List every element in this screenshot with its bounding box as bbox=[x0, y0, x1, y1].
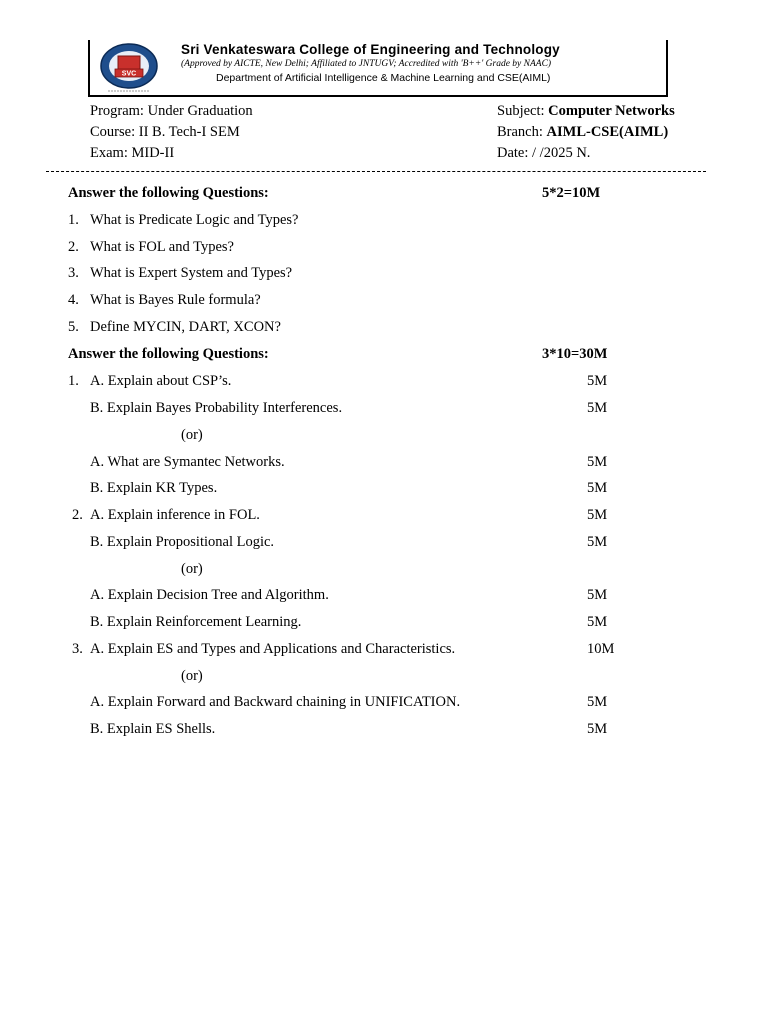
q-number: 4. bbox=[68, 292, 79, 308]
marks: 5M bbox=[587, 480, 608, 496]
question-part: B. Explain KR Types. bbox=[90, 480, 218, 496]
question-text: What is FOL and Types? bbox=[90, 239, 234, 255]
marks: 5M bbox=[587, 373, 608, 389]
branch-field bbox=[497, 123, 668, 141]
marks: 5M bbox=[587, 534, 608, 550]
marks: 5M bbox=[587, 507, 608, 523]
program-value: Under Graduation bbox=[147, 103, 253, 119]
date-value: / /2025 N. bbox=[532, 145, 591, 161]
course-label: Course: bbox=[90, 124, 139, 140]
marks: 5M bbox=[587, 721, 608, 737]
q-number: 1. bbox=[68, 373, 79, 389]
q-number: 3. bbox=[68, 265, 79, 281]
subject-label: Subject: bbox=[497, 103, 549, 119]
question-part: A. Explain about CSP’s. bbox=[90, 373, 232, 389]
exam-label: Exam: bbox=[90, 145, 132, 161]
section1-marks: 5*2=10M bbox=[542, 185, 601, 201]
program-field bbox=[90, 102, 253, 120]
course-value: II B. Tech-I SEM bbox=[138, 124, 240, 140]
marks: 5M bbox=[587, 587, 608, 603]
q-number: 3. bbox=[72, 641, 83, 657]
q-number: 5. bbox=[68, 319, 79, 335]
or-separator: (or) bbox=[181, 668, 203, 684]
or-separator: (or) bbox=[181, 427, 203, 443]
q-number: 2. bbox=[68, 239, 79, 255]
branch-label: Branch: bbox=[497, 124, 547, 140]
program-label: Program: bbox=[90, 103, 148, 119]
question-text: Define MYCIN, DART, XCON? bbox=[90, 319, 281, 335]
subject-value: Computer Networks bbox=[548, 103, 675, 119]
logo-text: SVC bbox=[121, 70, 137, 78]
question-part: A. Explain ES and Types and Applications and Characteristics. bbox=[90, 641, 456, 657]
marks: 10M bbox=[587, 641, 615, 657]
q-number: 2. bbox=[72, 507, 83, 523]
section2-marks: 3*10=30M bbox=[542, 346, 608, 362]
q-number: 1. bbox=[68, 212, 79, 228]
question-part: A. What are Symantec Networks. bbox=[90, 454, 285, 470]
approval-line: (Approved by AICTE, New Delhi; Affiliated to JNTUGV; Accredited with 'B++' Grade by NAAC) bbox=[181, 59, 552, 69]
or-separator: (or) bbox=[181, 561, 203, 577]
marks: 5M bbox=[587, 454, 608, 470]
exam-field bbox=[90, 144, 174, 162]
question-part: B. Explain Propositional Logic. bbox=[90, 534, 275, 550]
question-text: What is Expert System and Types? bbox=[90, 265, 293, 281]
branch-value: AIML-CSE(AIML) bbox=[546, 124, 669, 140]
marks: 5M bbox=[587, 400, 608, 416]
college-logo bbox=[98, 42, 160, 94]
question-part: B. Explain Reinforcement Learning. bbox=[90, 614, 302, 630]
question-part: A. Explain Decision Tree and Algorithm. bbox=[90, 587, 329, 603]
date-field bbox=[497, 144, 590, 162]
separator-line bbox=[46, 171, 706, 172]
marks: 5M bbox=[587, 694, 608, 710]
question-part: B. Explain ES Shells. bbox=[90, 721, 216, 737]
college-name: Sri Venkateswara College of Engineering and Technology bbox=[181, 42, 560, 57]
marks: 5M bbox=[587, 614, 608, 630]
section2-heading: Answer the following Questions: bbox=[68, 346, 269, 362]
department-line: Department of Artificial Intelligence & Machine Learning and CSE(AIML) bbox=[216, 72, 551, 84]
question-part: A. Explain inference in FOL. bbox=[90, 507, 260, 523]
date-label: Date: bbox=[497, 145, 533, 161]
question-text: What is Bayes Rule formula? bbox=[90, 292, 261, 308]
section1-heading: Answer the following Questions: bbox=[68, 185, 269, 201]
question-part: A. Explain Forward and Backward chaining in UNIFICATION. bbox=[90, 694, 461, 710]
course-field bbox=[90, 123, 240, 141]
exam-value: MID-II bbox=[131, 145, 175, 161]
question-text: What is Predicate Logic and Types? bbox=[90, 212, 299, 228]
subject-field bbox=[497, 102, 675, 120]
question-part: B. Explain Bayes Probability Interferences. bbox=[90, 400, 343, 416]
